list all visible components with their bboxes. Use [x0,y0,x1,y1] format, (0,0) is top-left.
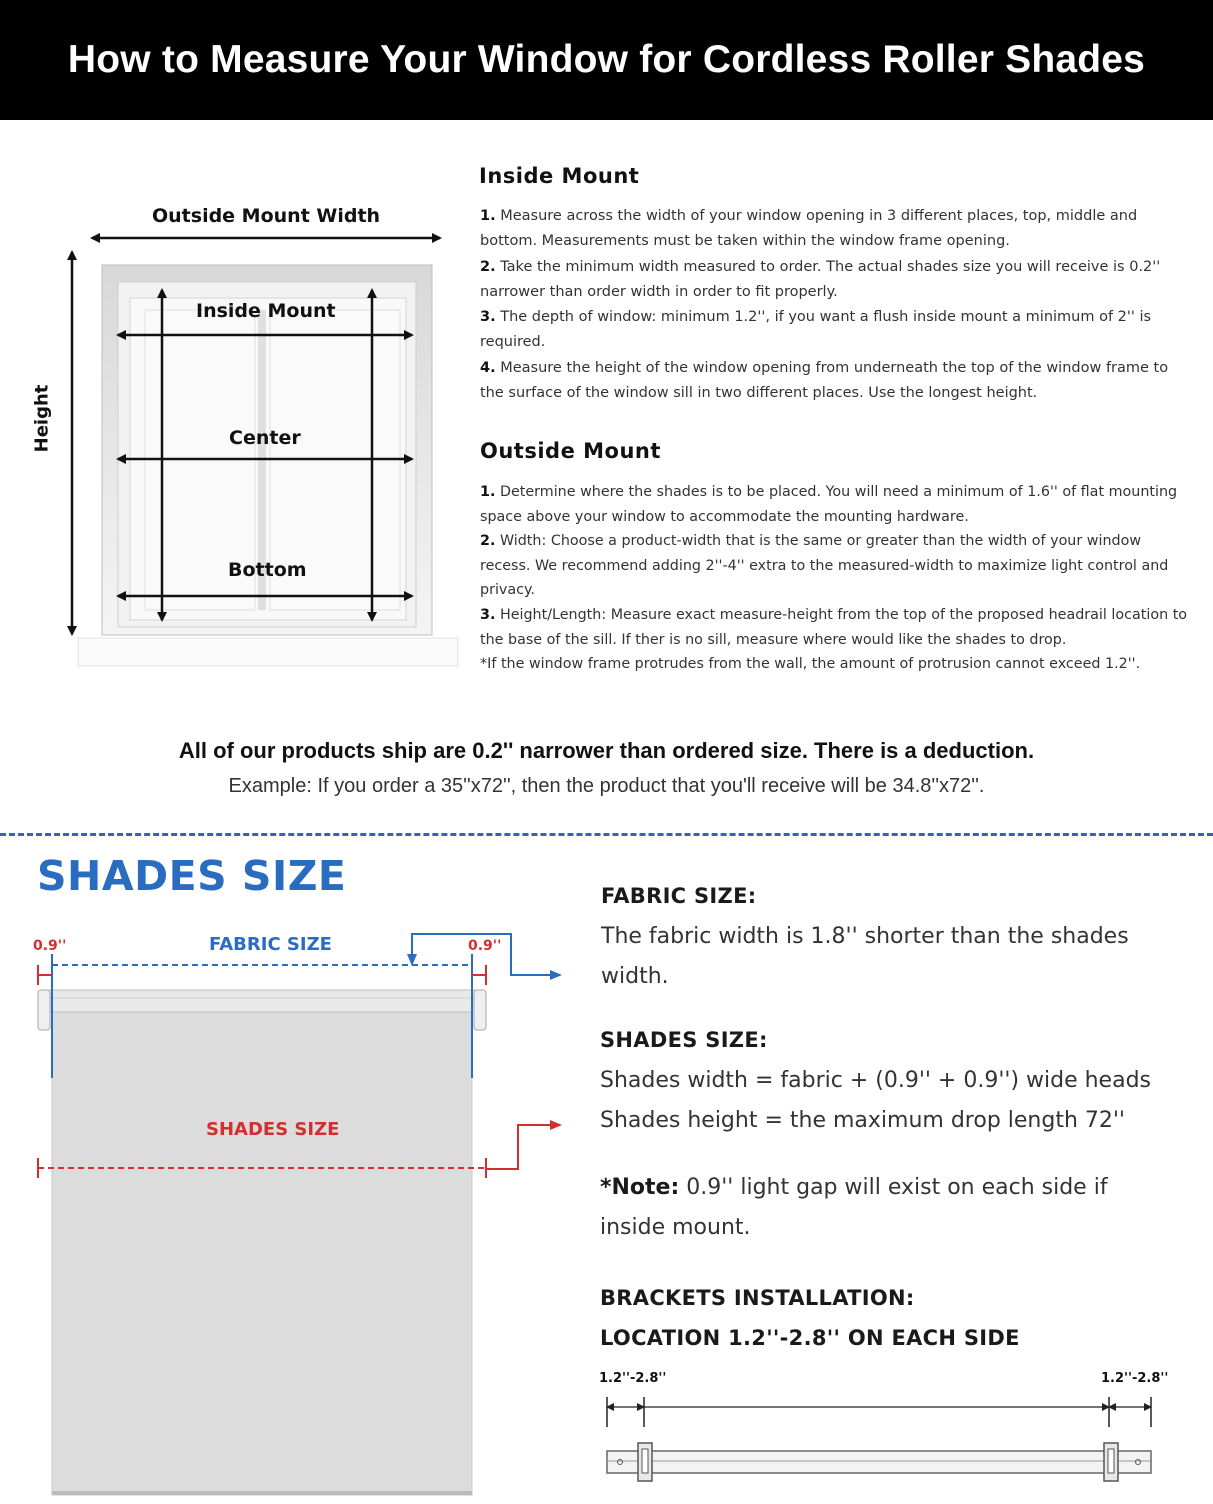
shades-size-label: SHADES SIZE [206,1119,340,1140]
inside-step-3: 3. The depth of window: minimum 1.2'', if you want a flush inside mount a minimum of 2'' is required. [480,309,1152,351]
inside-step-2: 2. Take the minimum width measured to order. The actual shades size you will receive is 0.2'' narrower than order width in order to fit properly. [480,258,1161,300]
fabric-size-text: The fabric width is 1.8'' shorter than the shades width. [601,924,1129,989]
shades-size-title: SHADES SIZE [37,852,347,900]
window-illustration [20,150,470,680]
outside-mount-width-label: Outside Mount Width [152,205,381,227]
right-bracket-range: 1.2''-2.8'' [1101,1371,1169,1386]
brackets-heading: BRACKETS INSTALLATION: LOCATION 1.2''-2.8'' ON EACH SIDE [600,1286,1020,1350]
shade-illustration [0,920,580,1500]
height-label: Height [31,384,53,453]
outside-mount-title: Outside Mount [480,439,661,463]
inside-mount-label: Inside Mount [196,300,336,322]
fabric-size-heading: FABRIC SIZE: [601,884,757,908]
deduction-example: Example: If you order a 35''x72'', then the product that you'll receive will be 34.8''x72''. [228,775,985,797]
outside-note: *If the window frame protrudes from the wall, the amount of protrusion cannot exceed 1.2''. [480,656,1141,673]
outside-step-2: 2. Width: Choose a product-width that is the same or greater than the width of your window recess. We recommend adding 2''-4'' extra to the measured-width to maximize light control and privacy. [480,533,1169,599]
outside-step-3: 3. Height/Length: Measure exact measure-height from the top of the proposed headrail location to the base of the sill. If ther is no sill, measure where would like the shades to drop. [480,606,1188,648]
center-label: Center [229,427,301,449]
section-divider [0,833,1213,836]
bracket-diagram [590,1365,1180,1495]
outside-mount-steps [480,480,1192,677]
bracket-illustration [590,1365,1180,1495]
shades-size-text: Shades width = fabric + (0.9'' + 0.9'') wide heads Shades height = the maximum drop length 72'' [600,1068,1151,1133]
left-gap-label: 0.9'' [33,938,67,954]
light-gap-note: *Note: 0.9'' light gap will exist on each side if inside mount. [600,1175,1108,1240]
left-bracket-range: 1.2''-2.8'' [599,1371,667,1386]
outside-step-1: 1. Determine where the shades is to be placed. You will need a minimum of 1.6'' of flat mounting space above your window to accommodate the mounting hardware. [480,484,1178,525]
shades-size-heading: SHADES SIZE: [600,1028,768,1052]
deduction-notice: All of our products ship are 0.2'' narrower than ordered size. There is a deduction. [178,738,1035,763]
page-title: How to Measure Your Window for Cordless Roller Shades [67,38,1146,81]
bottom-label: Bottom [228,559,307,581]
inside-mount-title: Inside Mount [479,164,640,188]
inside-step-1: 1. Measure across the width of your window opening in 3 different places, top, middle and bottom. Measurements must be taken within the window frame opening. [480,208,1138,250]
header-banner [0,0,1213,120]
fabric-size-label: FABRIC SIZE [209,934,332,955]
inside-step-4: 4. Measure the height of the window opening from underneath the top of the window frame to the surface of the window sill in two different places. Use the longest height. [480,359,1169,402]
window-diagram [20,150,470,680]
shade-diagram [0,920,580,1500]
inside-mount-steps [480,204,1180,406]
right-gap-label: 0.9'' [468,938,502,954]
